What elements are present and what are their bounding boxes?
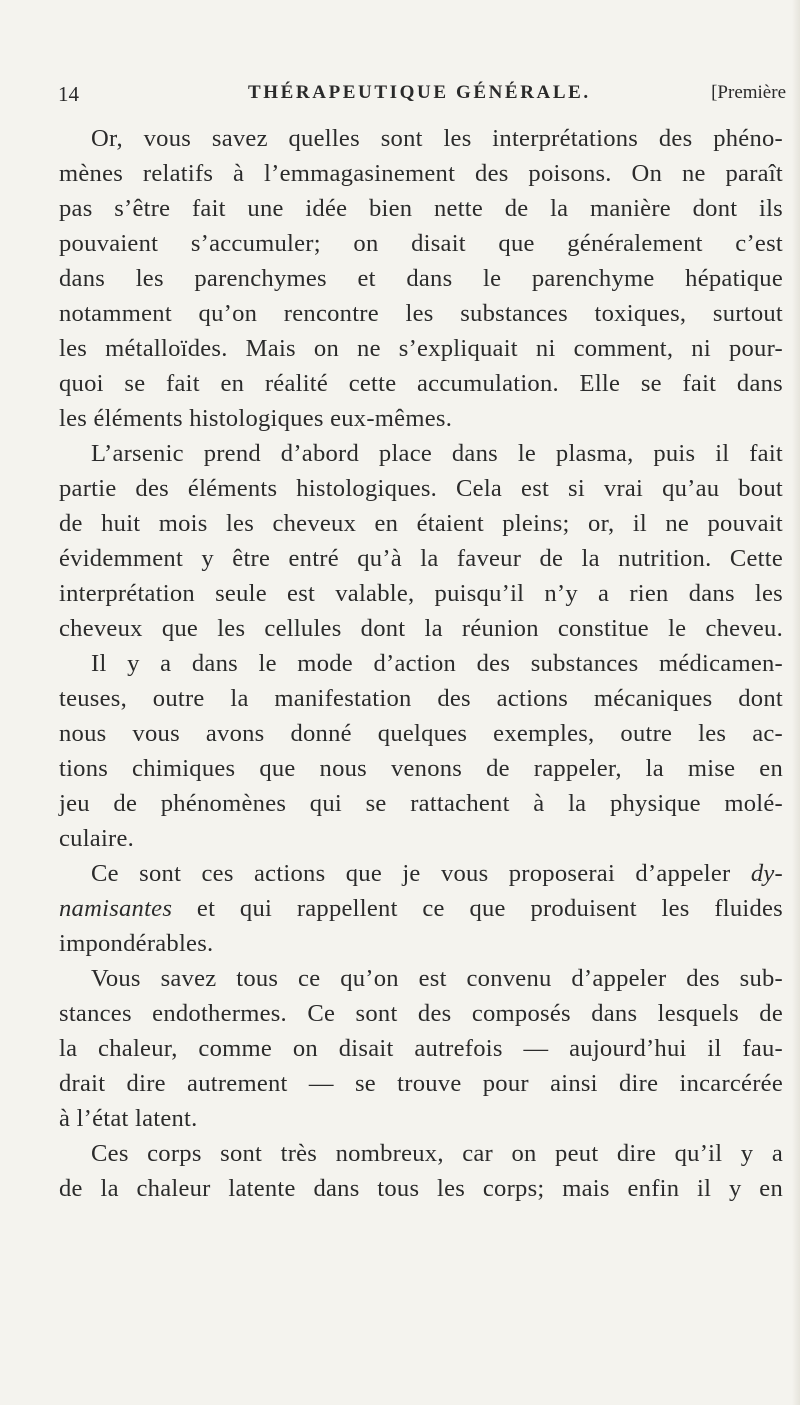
text-line: L’arsenic prend d’abord place dans le plasma, puis il fait xyxy=(91,440,783,467)
text-line: les éléments histologiques eux-mêmes. xyxy=(59,405,453,432)
text-line: mènes relatifs à l’emmagasinement des poisons. On ne paraît xyxy=(59,160,783,187)
text-fragment: et qui rappellent ce que produisent les fluides xyxy=(196,895,784,922)
text-line: notamment qu’on rencontre les substances toxiques, surtout xyxy=(59,300,783,327)
italic-fragment: namisantes xyxy=(59,895,173,922)
page-edge xyxy=(792,0,800,1405)
text-line: la chaleur, comme on disait autrefois — aujourd’hui il fau- xyxy=(59,1035,783,1062)
text-line: Il y a dans le mode d’action des substances médicamen- xyxy=(91,650,783,677)
text-line: Vous savez tous ce qu’on est convenu d’appeler des sub- xyxy=(91,965,783,992)
running-title: THÉRAPEUTIQUE GÉNÉRALE. xyxy=(248,82,591,103)
text-line: interprétation seule est valable, puisqu’il n’y a rien dans les xyxy=(59,580,783,607)
page-number: 14 xyxy=(58,82,79,106)
text-line: tions chimiques que nous venons de rappeler, la mise en xyxy=(59,755,783,782)
text-line: dans les parenchymes et dans le parenchyme hépatique xyxy=(59,265,783,292)
text-line: partie des éléments histologiques. Cela est si vrai qu’au bout xyxy=(59,475,783,502)
text-line: drait dire autrement — se trouve pour ainsi dire incarcérée xyxy=(59,1070,783,1097)
text-line: pas s’être fait une idée bien nette de la manière dont ils xyxy=(59,195,783,222)
text-line: cheveux que les cellules dont la réunion constitue le cheveu. xyxy=(59,615,783,642)
section-label: [Première xyxy=(711,82,786,103)
text-line: teuses, outre la manifestation des actions mécaniques dont xyxy=(59,685,783,712)
text-fragment: Ce sont ces actions que je vous proposerai d’appeler xyxy=(91,860,731,887)
text-line: de la chaleur latente dans tous les corps; mais enfin il y en xyxy=(59,1175,783,1202)
text-line: pouvaient s’accumuler; on disait que généralement c’est xyxy=(59,230,783,257)
text-line: jeu de phénomènes qui se rattachent à la physique molé- xyxy=(59,790,783,817)
text-line: Or, vous savez quelles sont les interprétations des phéno- xyxy=(91,125,783,152)
text-line: stances endothermes. Ce sont des composés dans lesquels de xyxy=(59,1000,783,1027)
text-line xyxy=(59,891,783,926)
text-line: impondérables. xyxy=(59,930,214,957)
text-line: nous vous avons donné quelques exemples, outre les ac- xyxy=(59,720,783,747)
text-line: de huit mois les cheveux en étaient pleins; or, il ne pouvait xyxy=(59,510,783,537)
italic-fragment: dy- xyxy=(750,860,783,887)
text-line: les métalloïdes. Mais on ne s’expliquait ni comment, ni pour- xyxy=(59,335,783,362)
text-line: quoi se fait en réalité cette accumulation. Elle se fait dans xyxy=(59,370,783,397)
text-line: évidemment y être entré qu’à la faveur de la nutrition. Cette xyxy=(59,545,783,572)
text-line: Ces corps sont très nombreux, car on peut dire qu’il y a xyxy=(91,1140,783,1167)
running-header xyxy=(58,82,786,108)
text-line: culaire. xyxy=(59,825,135,852)
text-line: à l’état latent. xyxy=(59,1105,198,1132)
body-text xyxy=(59,121,783,1206)
text-line xyxy=(59,856,783,891)
